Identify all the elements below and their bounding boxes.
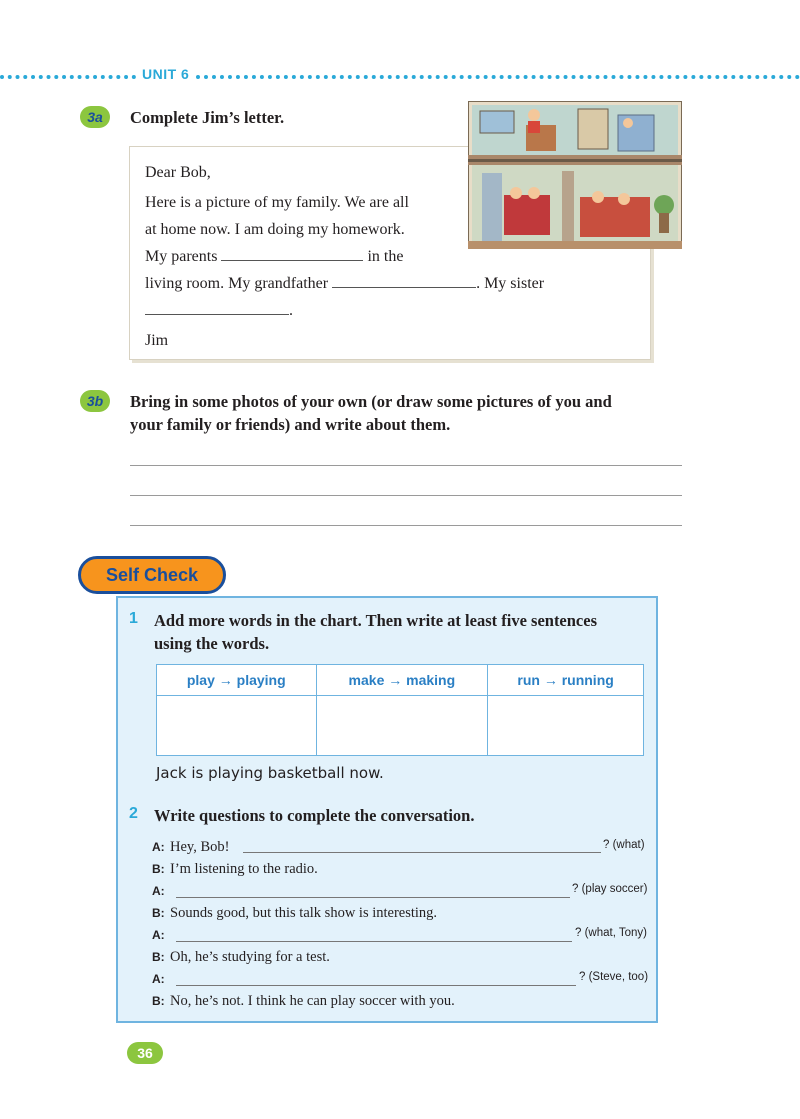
dialogue-text: Oh, he’s studying for a test. xyxy=(170,949,330,965)
header-dotted-rule xyxy=(0,75,136,79)
dialogue-hint: ? (what) xyxy=(603,839,645,851)
q1-instruction-line1: Add more words in the chart. Then write at least five sentences xyxy=(154,611,598,630)
dialogue-text: Sounds good, but this talk show is interesting. xyxy=(170,905,438,921)
page-number: 36 xyxy=(127,1042,163,1064)
word-chart xyxy=(156,664,644,756)
letter-line-parents xyxy=(145,247,403,267)
dialogue-hint: ? (play soccer) xyxy=(572,883,648,895)
letter-line: at home now. I am doing my homework. xyxy=(145,221,405,238)
letter-text: My parents xyxy=(145,248,218,265)
dialogue-line xyxy=(152,838,229,856)
instruction-3a: Complete Jim’s letter. xyxy=(130,108,285,127)
dialogue-line xyxy=(152,992,455,1010)
letter-signoff: Jim xyxy=(145,332,169,349)
speaker-label: A: xyxy=(152,840,165,854)
letter-greeting: Dear Bob, xyxy=(145,164,211,181)
chart-header: make → making xyxy=(316,665,488,696)
dialogue-text: Hey, Bob! xyxy=(170,839,230,855)
writing-line[interactable] xyxy=(130,495,682,496)
answer-line[interactable] xyxy=(176,897,570,898)
dialogue-text: No, he’s not. I think he can play soccer with you. xyxy=(170,993,455,1009)
chart-header: run → running xyxy=(488,665,644,696)
answer-blank[interactable] xyxy=(332,286,476,288)
dialogue-line xyxy=(152,948,330,966)
badge-3a: 3a xyxy=(80,106,110,128)
unit-label: UNIT 6 xyxy=(142,66,190,82)
badge-3b: 3b xyxy=(80,390,110,412)
q2-instruction: Write questions to complete the conversation. xyxy=(154,806,475,825)
letter-text: living room. My grandfather xyxy=(145,275,329,292)
speaker-label: A: xyxy=(152,884,165,898)
dialogue-line xyxy=(152,926,170,944)
question-number-2: 2 xyxy=(129,805,138,822)
letter-line-sister xyxy=(145,301,293,321)
speaker-label: B: xyxy=(152,950,165,964)
family-house-illustration xyxy=(468,101,682,249)
self-check-tab: Self Check xyxy=(78,556,226,594)
speaker-label: B: xyxy=(152,862,165,876)
chart-cell[interactable] xyxy=(157,696,317,756)
answer-line[interactable] xyxy=(243,852,601,853)
letter-text: . xyxy=(289,302,293,319)
q1-instruction-line2: using the words. xyxy=(154,634,270,653)
chart-cell[interactable] xyxy=(316,696,488,756)
chart-header: play → playing xyxy=(157,665,317,696)
writing-line[interactable] xyxy=(130,525,682,526)
speaker-label: A: xyxy=(152,972,165,986)
chart-cell[interactable] xyxy=(488,696,644,756)
speaker-label: B: xyxy=(152,906,165,920)
dialogue-line xyxy=(152,882,170,900)
dialogue-hint: ? (what, Tony) xyxy=(575,927,648,939)
answer-line[interactable] xyxy=(176,985,576,986)
instruction-3b-line2: your family or friends) and write about them. xyxy=(130,415,451,434)
header-dotted-rule-right xyxy=(196,75,800,79)
example-sentence: Jack is playing basketball now. xyxy=(156,764,384,782)
dialogue-text: I’m listening to the radio. xyxy=(170,861,318,877)
dialogue-line xyxy=(152,904,437,922)
question-number-1: 1 xyxy=(129,610,138,627)
dialogue-hint: ? (Steve, too) xyxy=(579,971,649,983)
letter-line-grandfather xyxy=(145,274,544,294)
answer-blank[interactable] xyxy=(221,259,363,261)
dialogue-line xyxy=(152,970,170,988)
letter-text: . My sister xyxy=(476,275,545,292)
answer-blank[interactable] xyxy=(145,313,289,315)
instruction-3b-line1: Bring in some photos of your own (or draw some pictures of you and xyxy=(130,392,612,411)
answer-line[interactable] xyxy=(176,941,572,942)
letter-line: Here is a picture of my family. We are all xyxy=(145,194,409,211)
letter-text: in the xyxy=(367,248,404,265)
writing-line[interactable] xyxy=(130,465,682,466)
speaker-label: B: xyxy=(152,994,165,1008)
speaker-label: A: xyxy=(152,928,165,942)
dialogue-line xyxy=(152,860,318,878)
